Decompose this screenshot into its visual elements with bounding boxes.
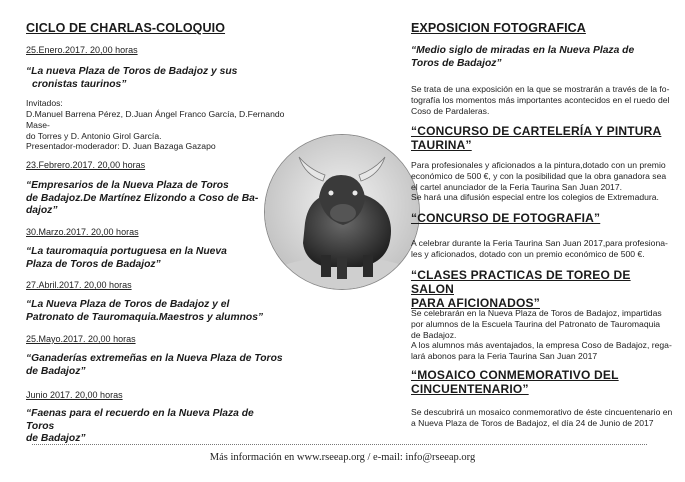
fotografia-title: “CONCURSO DE FOTOGRAFIA” bbox=[411, 211, 601, 225]
carteleria-title bbox=[411, 124, 661, 152]
talk-3-title bbox=[26, 246, 227, 271]
exposicion-desc-line: tografía los momentos más importantes acontecidos en el ruedo del bbox=[411, 94, 670, 105]
carteleria-desc-line: Se hará una difusión especial entre los colegios de Extremadura. bbox=[411, 192, 659, 203]
talk-5-title bbox=[26, 353, 283, 378]
talk-2-date: 23.Febrero.2017. 20,00 horas bbox=[26, 160, 146, 170]
talk-5-date: 25.Mayo.2017. 20,00 horas bbox=[26, 334, 136, 344]
carteleria-title-line: “CONCURSO DE CARTELERÍA Y PINTURA bbox=[411, 124, 662, 138]
talk-5-title-line: “Ganaderías extremeñas en la Nueva Plaza de Toros bbox=[26, 353, 283, 364]
talk-3-title-line: “La tauromaquia portuguesa en la Nueva bbox=[26, 246, 227, 257]
ciclo-title: CICLO DE CHARLAS-COLOQUIO bbox=[26, 21, 226, 35]
carteleria-description bbox=[411, 160, 677, 203]
fotografia-desc-line: A celebrar durante la Feria Taurina San Juan 2017,para profesiona- bbox=[411, 238, 668, 248]
talk-1-date: 25.Enero.2017. 20,00 horas bbox=[26, 45, 138, 55]
bull-image bbox=[264, 134, 420, 290]
talk-1-title-line: cronistas taurinos” bbox=[32, 78, 127, 90]
talk-3-title-line: Plaza de Toros de Badajoz” bbox=[26, 258, 161, 270]
exposicion-desc-line: Se trata de una exposición en la que se mostrarán a través de la fo- bbox=[411, 84, 670, 94]
mosaico-title-line: “MOSAICO CONMEMORATIVO DEL bbox=[411, 368, 619, 382]
talk-4-title bbox=[26, 299, 263, 324]
footer-info: Más información en www.rseeap.org / e-mail: info@rseeap.org bbox=[209, 452, 476, 463]
guests-line: do Torres y D. Antonio Girol García. bbox=[26, 130, 162, 141]
carteleria-title-line: TAURINA” bbox=[411, 138, 472, 152]
talk-3-date: 30.Marzo.2017. 20,00 horas bbox=[26, 227, 139, 237]
clases-title-line: “CLASES PRACTICAS DE TOREO DE SALON bbox=[411, 268, 631, 296]
carteleria-desc-line: Para profesionales y aficionados a la pintura,dotado con un premio bbox=[411, 160, 666, 170]
mosaico-title bbox=[411, 368, 619, 396]
talk-1-title-line: “La nueva Plaza de Toros de Badajoz y sus bbox=[26, 66, 238, 77]
exposicion-description bbox=[411, 84, 677, 116]
talk-4-title-line: Patronato de Tauromaquia.Maestros y alumnos” bbox=[26, 311, 264, 323]
guests-list bbox=[26, 109, 288, 141]
exposicion-subtitle bbox=[411, 45, 634, 70]
talk-6-title-line: de Badajoz” bbox=[26, 433, 86, 444]
mosaico-desc-line: a Nueva Plaza de Toros de Badajoz, el día 24 de Junio de 2017 bbox=[411, 417, 654, 428]
guests-line: D.Manuel Barrena Pérez, D.Juan Ángel Franco García, D.Fernando Mase- bbox=[26, 109, 285, 130]
bull-icon bbox=[265, 135, 420, 290]
talk-2-title bbox=[26, 180, 258, 218]
talk-2-title-line: “Empresarios de la Nueva Plaza de Toros bbox=[26, 180, 229, 191]
talk-6-title bbox=[26, 408, 284, 446]
fotografia-description bbox=[411, 238, 677, 260]
clases-desc-line: A los alumnos más aventajados, la empresa Coso de Badajoz, rega- bbox=[411, 340, 672, 351]
talk-5-title-line: de Badajoz” bbox=[26, 365, 86, 377]
talk-6-date: Junio 2017. 20,00 horas bbox=[26, 390, 123, 400]
mosaico-title-line: CINCUENTENARIO” bbox=[411, 382, 529, 396]
talk-2-title-line: dajoz” bbox=[26, 205, 58, 216]
clases-desc-line: por alumnos de la Escuela Taurina del Patronato de Tauromaquia bbox=[411, 318, 661, 329]
talk-2-title-line: de Badajoz.De Martínez Elizondo a Coso de Ba- bbox=[26, 192, 259, 204]
talk-1-title bbox=[26, 66, 237, 91]
carteleria-desc-line: el cartel anunciador de la Feria Taurina San Juan 2017. bbox=[411, 181, 623, 192]
exposicion-title: EXPOSICION FOTOGRAFICA bbox=[411, 21, 586, 35]
talk-4-date: 27.Abril.2017. 20,00 horas bbox=[26, 280, 132, 290]
talk-6-title-line: “Faenas para el recuerdo en la Nueva Plaza de Toros bbox=[26, 408, 254, 432]
fotografia-desc-line: les y aficionados, dotado con un premio económico de 500 €. bbox=[411, 248, 645, 259]
mosaico-description bbox=[411, 407, 677, 429]
clases-description bbox=[411, 308, 677, 362]
clases-title bbox=[411, 268, 673, 310]
exposicion-subtitle-line: “Medio siglo de miradas en la Nueva Plaza de bbox=[411, 45, 635, 56]
presenter: Presentador-moderador: D. Juan Bazaga Gazapo bbox=[26, 141, 216, 151]
talk-4-title-line: “La Nueva Plaza de Toros de Badajoz y el bbox=[26, 299, 230, 310]
carteleria-desc-line: económico de 500 €, y con la posibilidad que la obra ganadora sea bbox=[411, 170, 667, 181]
mosaico-desc-line: Se descubrirá un mosaico conmemorativo de éste cincuentenario en bbox=[411, 407, 673, 417]
exposicion-subtitle-line: Toros de Badajoz” bbox=[411, 57, 502, 69]
exposicion-desc-line: Coso de Pardaleras. bbox=[411, 105, 490, 116]
clases-title-line: PARA AFICIONADOS” bbox=[411, 296, 540, 310]
clases-desc-line: de Badajoz. bbox=[411, 329, 457, 340]
footer-divider bbox=[32, 444, 647, 445]
clases-desc-line: lará abonos para la Feria Taurina San Juan 2017 bbox=[411, 351, 598, 362]
guests-label: Invitados: bbox=[26, 98, 63, 108]
clases-desc-line: Se celebrarán en la Nueva Plaza de Toros de Badajoz, impartidas bbox=[411, 308, 662, 318]
